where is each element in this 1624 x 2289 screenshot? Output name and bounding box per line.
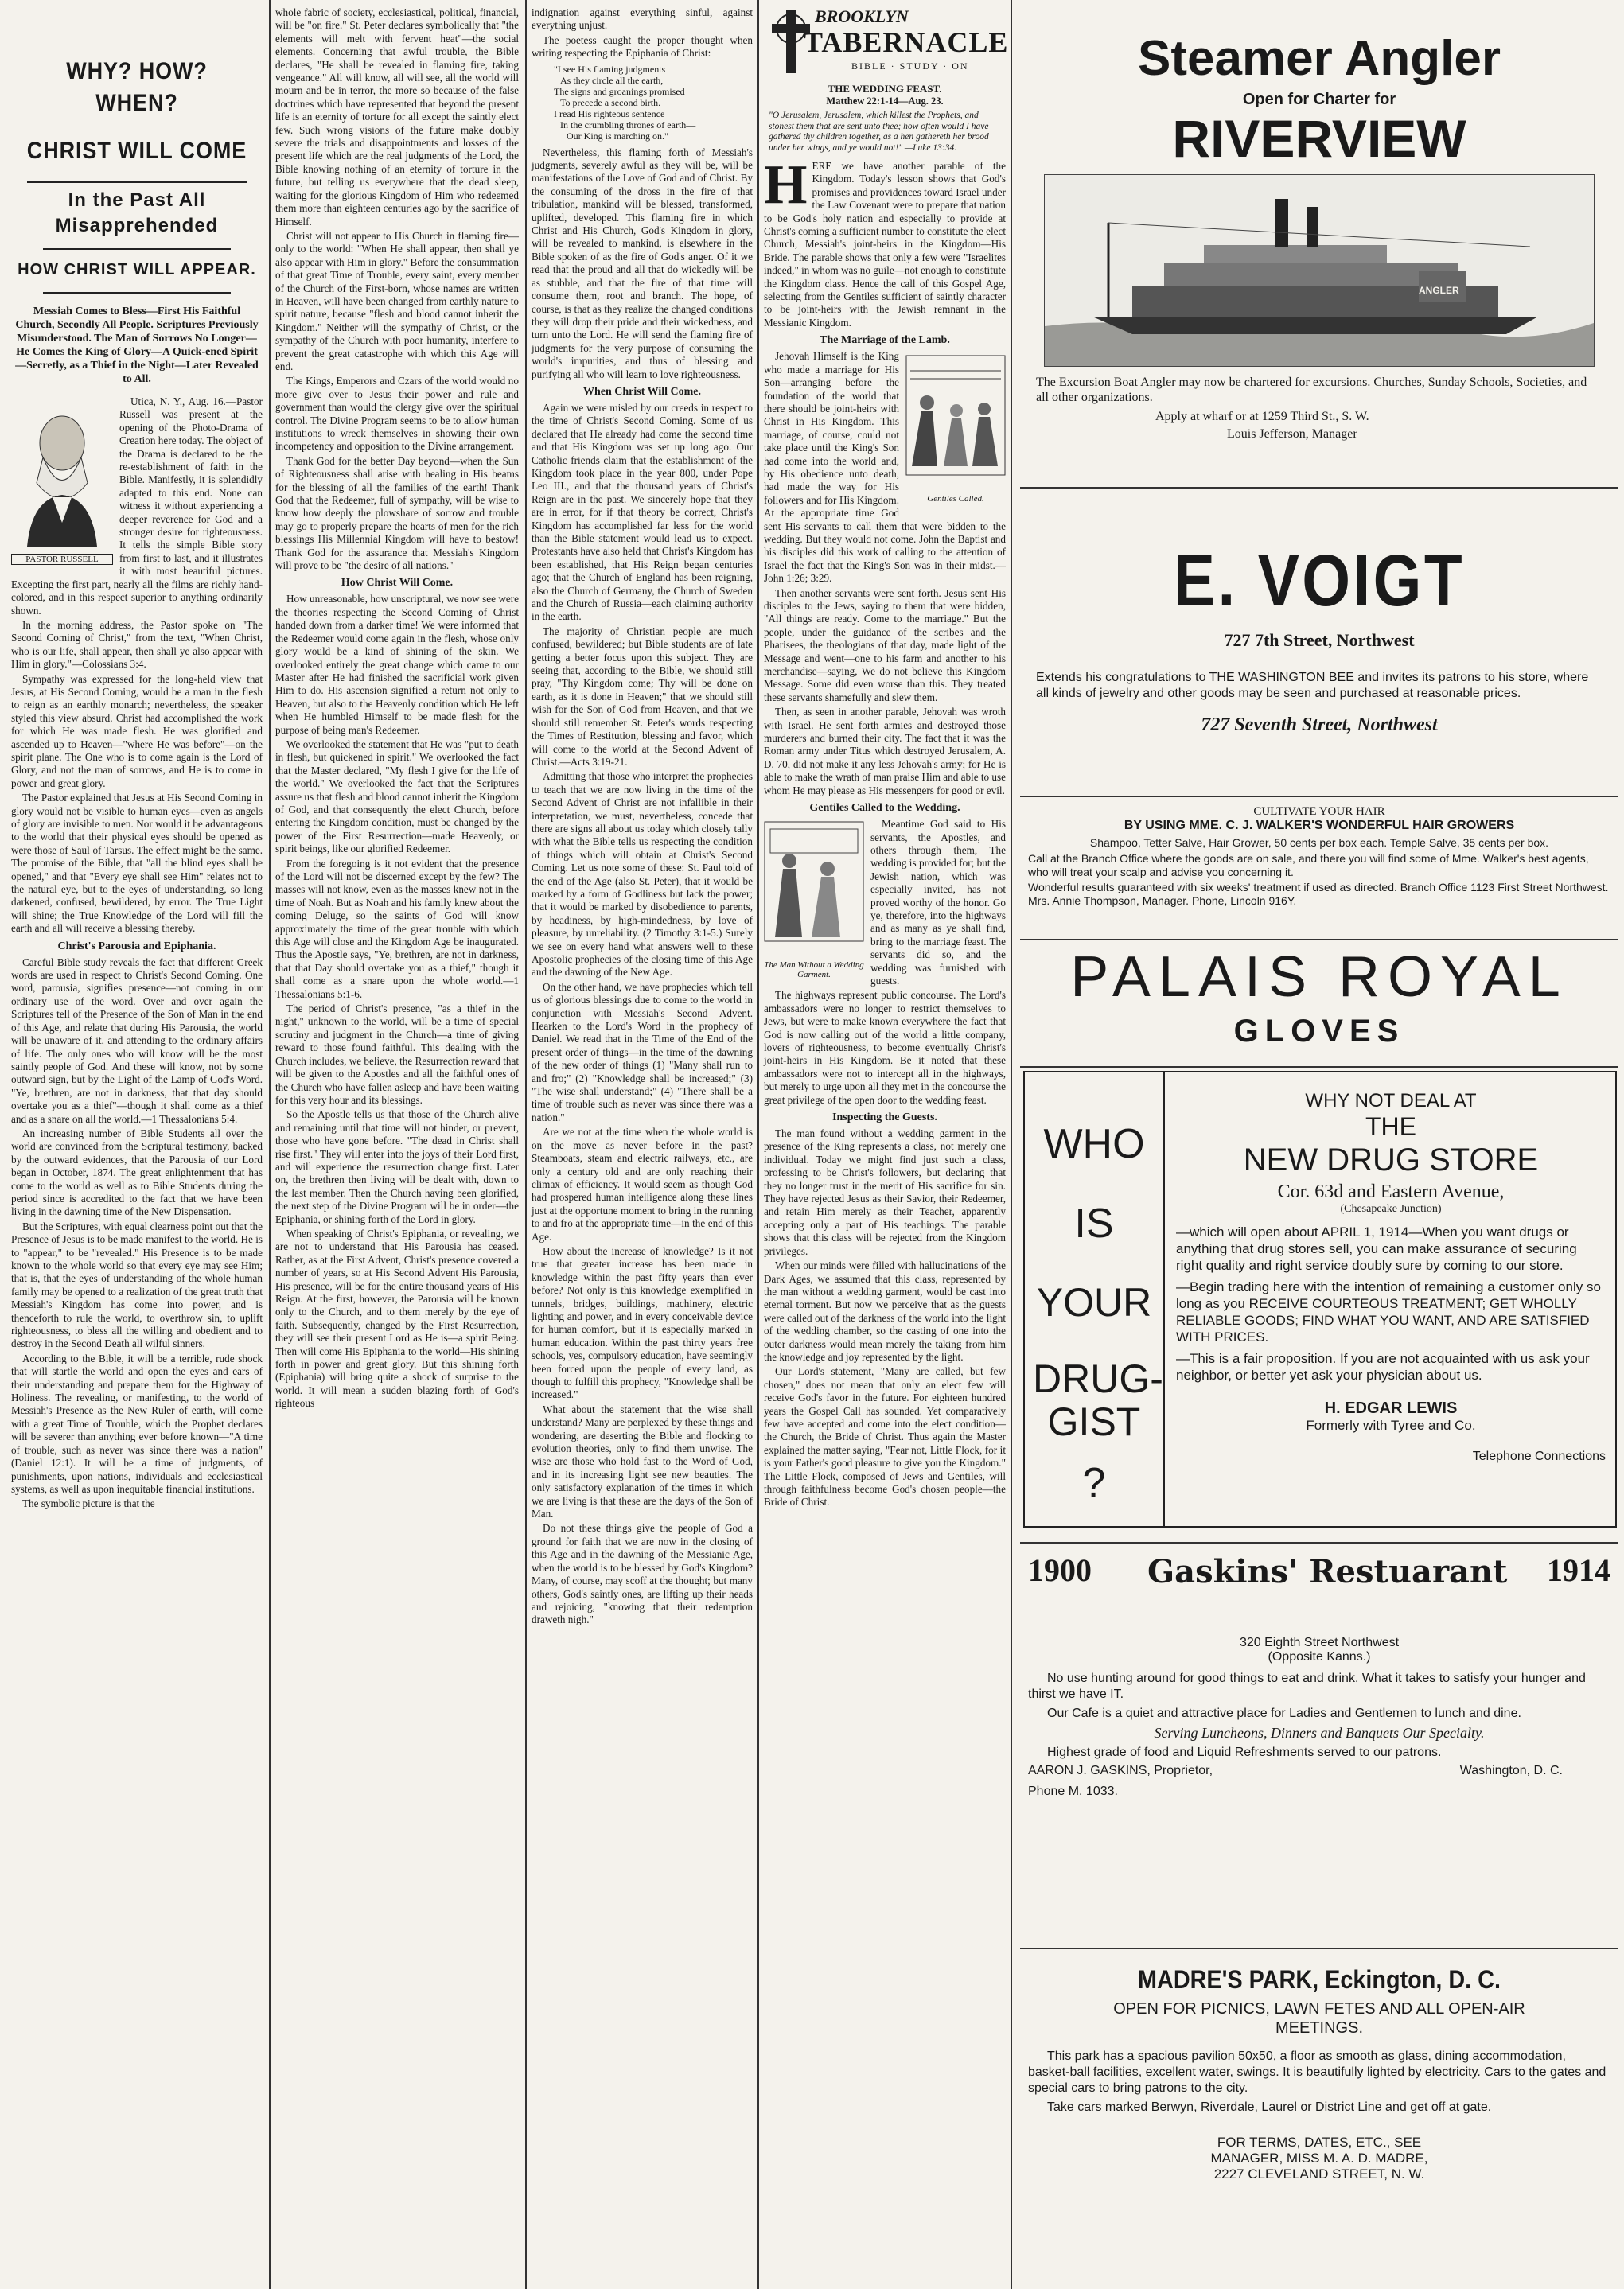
voigt-body: Extends his congratulations to THE WASHINGTON BEE and invites its patrons to his store, where all kinds of jewelry and other goods may be seen and purchased at reasonable prices. [1036,671,1589,700]
gaskins-p2: Our Cafe is a quiet and attractive place for Ladies and Gentlemen to lunch and dine. [1047,1707,1521,1720]
gaskins-city: Washington, D. C. [1459,1764,1563,1777]
ad-divider [1020,1066,1618,1068]
poem [554,64,753,142]
drug-p3: —This is a fair proposition. If you are not acquainted with us ask your neighbor, or better yet ask your physician about us. [1176,1351,1590,1383]
ad-madres-park [1020,1965,1618,2268]
paragraph: Then another servants were sent forth. Jesus sent His disciples to the Jews, saying to them that were bidden, "All things are ready. Come to the marriage." But the people, under the guidance of the scribes and the Pharisees, the theologians of that day, made light of the Message and went—one to his farm and another to his merchandise—saying, We do not believe this Kingdom Message. Some did even worse than this. They treated these servants shamefully and slew them. [764,586,1006,703]
subhead-how-come: How Christ Will Come. [341,577,454,590]
paragraph: Meantime God said to His servants, the Apostles, and others through them, The wedding is provided for; but the Jewish nation, which was especially invited, has not proved worthy of the honor. Go ye, therefore, into the highways and as many as ye shall find, bring to the marriage feast. The servants did so, and the wedding was furnished with guests. [870,818,1006,987]
poem-line: To precede a second birth. [560,96,661,108]
masthead-top: BROOKLYN [815,6,909,26]
angler-title: Steamer Angler [1138,31,1501,86]
poem-line: In the crumbling thrones of earth— [560,119,696,130]
drug-head: WHY NOT DEAL AT [1305,1090,1477,1111]
ad-divider [1020,939,1618,940]
voigt-name: E. VOIGT [1173,540,1466,621]
drug-word: DRUG-GIST [1033,1357,1163,1444]
madre-terms-3: 2227 CLEVELAND STREET, N. W. [1213,2166,1425,2182]
walker-prices: Shampoo, Tetter Salve, Hair Grower, 50 cents per box each. Temple Salve, 35 cents per box. [1089,836,1549,849]
column-rule [269,0,271,2289]
advertisements-column [1020,0,1618,2182]
illustration-wedding-garment [764,821,864,979]
poem-line: I read His righteous sentence [554,107,665,119]
paragraph: Our Lord's statement, "Many are called, but few chosen," does not mean that only an elect few will receive God's favor in the future. For eighteen hundred years the Gospel Call has sounded. Yet comparatively few have accepted and come into the elect condition—the Church, the Bride of Christ. Thus again the Master explained the matter saying, "Fear not, Little Flock, for it is your Father's good pleasure to give you the Kingdom." The Little Flock, composed of Jews and Gentiles, will through faithfulness become God's chosen people—the Bride of Christ. [764,1365,1006,1508]
paragraph: Then, as seen in another parable, Jehovah was wroth with Israel. He sent forth armies and destroyed those murderers and burned their city. The fact that it was the Roman army under Titus which destroyed Jerusalem, A. D. 70, did not make it any less Jehovah's army; for He is able to make the wrath of man praise Him and able to use whom He may please as His messengers for good or evil. [764,706,1006,796]
figure-caption: Gentiles Called. [927,494,984,504]
paragraph: An increasing number of Bible Students all over the world are convinced from the Scriptural testimony, backed by the outward evidences, that the Parousia of our Lord began in October, 1874. The great enlightenment that has come to the world as well as to Bible Students during the period since is accredited to the fact that we have been living in the dawning time of the New Dispensation. [11,1127,263,1218]
drug-formerly: Formerly with Tyree and Co. [1306,1418,1476,1433]
ad-palais-royal [1020,945,1618,1057]
drug-left-panel [1025,1072,1165,1526]
paragraph: The Pastor explained that Jesus at His Second Coming in glory would not be visible to human eyes—even as angels of glory are invisible to men. Nor would it be advantageous to the world that their physical eyes should be opened as were those of Saul of Tarsus. The effect might be the same. The promise of the Bible, that "all the blind eyes shall be opened," and that "Every eye shall see Him" relates not to the natural eye, but to the eyes of understanding, so long darkened, confused, bewildered, by error. The True Light will shine; the True Knowledge of the Lord will fill the earth and all will receive a blessing thereby. [11,792,263,935]
paragraph: ERE we have another parable of the Kingdom. Today's lesson shows that God's promises and providences toward Israel under the Law Covenant were to prepare that nation to be God's holy nation and especially to provide at Christ's coming a sufficient number to constitute the elect Church, Messiah's joint-heirs in the Kingdom—His Bride. The parable shows that only a few were "Israelites indeed," in whom was no guile—not enough to constitute the Kingdom class. Hence the call of this Gospel Age, selecting from the Gentiles sufficient of saintly character to be joint-heirs with the Jewish remnant in the Messianic Kingdom. [764,160,1006,329]
ad-divider [1020,1542,1618,1544]
drug-word: ? [1082,1460,1106,1506]
paragraph: Careful Bible study reveals the fact that different Greek words are used in respect to Christ's Second Coming. One word, parousia, signifies presence—not coming in our ordinary use of the word. Over and over again the Scriptures tell of the Presence of the Son of Man in the end of this Age, and relate that during His Parousia, the world will be unaware of it, and attending to the ordinary affairs of life. The only ones who will know will be the most saintly people of God. And these will know, not by some outward sign, but by the Light of the Lamp of God's Word. "Ye, brethren, are not in darkness, that that day should overtake you as a thief"—though it shall come as a thief and as a snare on all the world.—1 Thessalonians 5:4. [11,956,263,1125]
gaskins-opposite: (Opposite Kanns.) [1268,1650,1371,1664]
paragraph: So the Apostle tells us that those of the Church alive and remaining until that time will not hinder, or prevent, those who have gone before. "The dead in Christ shall rise first." They will enter into the joys of their Lord first, and will experience the resurrection change first. Later on, the brethren then living will be dealt with, down to the last member. Then the Church having been glorified, the next step of the Divine Program will be in order—the Epiphania, or shining forth of the Lord in glory. [275,1108,519,1225]
paragraph: The Kings, Emperors and Czars of the world would no more give over to Jesus their power and rule and government than would the clergy give over the spiritual control. The Divine Program seems to be to allow human institutions to wreck themselves in showing their own incompetency and opposition to the Divine arrangement. [275,375,519,453]
paragraph: Admitting that those who interpret the prophecies to teach that we are now living in the time of the Second Advent of Christ are not infallible in their interpretation, we must, nevertheless, concede that there are signs all about us today which closely tally with what the Bible tells us respecting the condition of things which will obtain at Christ's Second Coming. Let us note some of these: St. Paul told of the end of the Age (also St. Peter), that it would be marked by a form of Godliness but lack the power; that it would be marked by disobedience to parents, by headiness, by high-mindedness, by love of pleasure, by unreliability. (2 Timothy 3:1-5.) Surely we see on every hand what answers well to these Apostolic prophecies of the closing time of this Age and the dawning of the New Age. [532,770,753,979]
subhead-how-appear: HOW CHRIST WILL APPEAR. [18,261,256,278]
angler-manager: Louis Jefferson, Manager [1227,427,1357,441]
tabernacle-masthead [764,5,1009,78]
paragraph: Again we were misled by our creeds in respect to the time of Christ's Second Coming. Some of us declared that He already had come the second time and that His Kingdom was set up long ago. Our Catholic friends claim that the establishment of the Kingdom took place in the year 800, under Pope Leo III., and that the thousand years of Christ's Reign are in the past. We sincerely hope that they are in error, for if that theory be correct, Christ's Kingdom has accomplished far less for the world than the Bible statement would lead us to expect. Protestants have also held that Christ's Kingdom has been established, that His Reign began centuries ago; that the Church of England has been reigning, also the Church of Germany, the Church of Sweden and the Church of Russia—each claiming authority in the earth. [532,401,753,623]
drug-phone: Telephone Connections [1472,1450,1606,1463]
gaskins-signoff [1028,1764,1610,1781]
ad-steamer-angler [1020,30,1618,484]
paragraph: The symbolic picture is that the [22,1497,155,1510]
lesson-title: THE WEDDING FEAST. [828,83,942,95]
paragraph: According to the Bible, it will be a terrible, rude shock that will startle the world and open the eyes and ears of their understanding and prepare them for the Highway of Holiness. The revealing, or manifesting, to the world of Messiah's Presence as the New Ruler of earth, will come with a great Time of Trouble, which the Prophet declares will be severer than anything ever before known—"A time of trouble, such as never was since there was a nation" (Daniel 12:1). It will be a time of judgments, of punishments, upon nations, individuals and ecclesiastical systems, as well as upon inequitable financial institutions. [11,1352,263,1495]
gaskins-header [1020,1551,1618,1599]
subhead-misapprehended: In the Past All Misapprehended [55,189,219,236]
angler-line2: Open for Charter for [1242,91,1396,108]
headline-line-2: CHRIST WILL COME [26,138,247,164]
column-rule [525,0,527,2289]
drug-p2: —Begin trading here with the intention of remaining a customer only so long as you RECEIVE COURTEOUS TREATMENT; GET WHOLLY RELIABLE GOODS; FIND WHAT YOU WANT, AND ARE SATISFIED WITH PRICES. [1176,1279,1601,1345]
drug-p1: —which will open about APRIL 1, 1914—When you want drugs or anything that drug stores sell, you can make assurance of securing right quality and right service doubly sure by coming to our store. [1176,1224,1577,1273]
paragraph: The highways represent public concourse. The Lord's ambassadors were no longer to restrict themselves to Jews, but were to make known everywhere the fact that God is now calling out of the world a little company, lovers of righteousness, to become eventually Christ's joint-heirs in His Kingdom. Be it noted that these ambassadors were not to intercept all in the highways, but merely to urge upon all they met in the concourse the great privilege of the open door to the wedding feast. [764,989,1006,1106]
ad-gaskins [1020,1551,1618,1925]
paragraph: When our minds were filled with hallucinations of the Dark Ages, we assumed that this class, represented by the man without a wedding garment, would be cast into eternal torment. But now we perceive that as the guests were called out of the darkness of the world into the light of the wedding chamber, so the casting of one into the outer darkness would mean merely the taking from him the knowledge and joy represented by the light. [764,1259,1006,1363]
voigt-address: 727 7th Street, Northwest [1224,630,1415,650]
paragraph: whole fabric of society, ecclesiastical, political, financial, will be "on fire." St. Peter declares symbolically that "the elements will melt with fervent heat"—the social elements. Concerning that awful trouble, the Bible declares, "He shall be revealed in flaming fire, taking vengeance." All will know, all will see, all the world will mourn and be in terror, the more so because of the false doctrines which have represented that beyond the present life is an eternity of torture for all except the saintly elect few. Such wrong visions of the future make doubly severe the trials and disappointments and losses of the present life which are the real judgments of the Lord, the Bible knowing nothing of an eternity of torture in the future, but telling us everywhere that the dead sleep, waiting for the glorious Kingdom of Him who redeemed them more than eighteen centuries ago by the sacrifice of Himself. [275,6,519,228]
paragraph: What about the statement that the wise shall understand? Many are perplexed by these things and wondering, are deserting the Bible and flocking to evolution theories, only to find them unwise. The wise are those who hold fast to the Word of God, and in its increasing light see new beauties. The only satisfactory explanation of the times in which we are living is that these are the days of the Son of Man. [532,1403,753,1520]
column-3 [532,6,753,1629]
paragraph: From the foregoing is it not evident that the presence of the Lord will not be discerned except by the few? The masses will not know, even as the masses knew not in the time of Noah. But as Noah and his family knew about the coming Deluge, so the saints of God will know approximately the time of the great trouble with which this Age will close and the Kingdom Age be inaugurated. Thus the Apostle says, "Ye, brethren, are not in darkness, that that Day should overtake you as a thief," though it shall come as a snare upon the whole world.—1 Thessalonians 5:1-6. [275,857,519,1000]
headline [24,56,250,167]
subhead-when-come: When Christ Will Come. [582,385,702,398]
poem-line: Our King is marching on." [567,130,668,142]
subhead-parousia: Christ's Parousia and Epiphania. [57,940,216,952]
drug-store-name: NEW DRUG STORE [1243,1143,1539,1178]
paragraph: Are we not at the time when the whole world is on the move as never before in the past? Steamboats, steam and electric railways, etc., are only a century old and are only reaching their climax of efficiency. It would seem as though God had prospered human intelligence along these lines just at the opportune moment to bring in the running to and fro at the appropriate time—in the end of this Age. [532,1126,753,1243]
madre-cars: Take cars marked Berwyn, Riverdale, Laurel or District Line and get off at gate. [1047,2100,1492,2114]
gaskins-phone: Phone M. 1033. [1028,1785,1118,1798]
drug-word: YOUR [1036,1280,1152,1325]
column-4 [764,5,1009,1511]
gaskins-p4: Highest grade of food and Liquid Refreshments served to our patrons. [1047,1746,1442,1759]
drop-cap: H [764,154,808,216]
madre-terms-2: MANAGER, MISS M. A. D. MADRE, [1210,2151,1428,2166]
poem-line: "I see His flaming judgments [554,63,666,75]
drug-proprietor: H. EDGAR LEWIS [1324,1399,1458,1417]
drug-word: IS [1074,1201,1114,1247]
paragraph: Nevertheless, this flaming forth of Messiah's judgments, severely awful as they will be, will be manifestations of the Love of God and of Christ. By the consuming of the dross in the fire of that tribulation, mankind will be blessed, transformed, uplifted, developed. This flaming fire in which Christ and His Church, God's Kingdom in glory, will be revealed to mankind, is elsewhere in the Bible spoken of as the fire of God's anger. Of it we read that the proud and all that do wickedly will be as stubble, and that the fire of that time will consume them, root and branch. The hope, of course, is that as they realize the changed conditions they will drop their pride and their wickedness, and turn unto the Lord. He will send the flaming fire of judgments for the very purpose of consuming the world's impurities, and thus of blessing and purifying all who will learn to love righteousness. [532,146,753,380]
paragraph: On the other hand, we have prophecies which tell us of glorious blessings due to come to the world in conjunction with Messiah's Second Advent. Hearken to the Lord's Word in the prophecy of Daniel. We read that in the Time of the End of the present order of things—in the time of the dawning of the new order of things (1) "Many shall run to and fro;" (2) "Knowledge shall be increased;" (3) "The wise shall understand;" (4) "There shall be a time of trouble such as never was since there was a nation." [532,980,753,1123]
paragraph: Sympathy was expressed for the long-held view that Jesus, at His Second Coming, would be a man in the flesh to reign as an earthly monarch; nevertheless, the speaker styled this view absurd. Christ had accomplished the work for which He was made flesh. He was glorified and ascended up to Heaven—"where He was before"—on the spirit plane. The One who is to come again is the Lord of Glory, and not the man of sorrows, and He is to come in power and great glory. [11,672,263,789]
paragraph: We overlooked the statement that He was "put to death in flesh, but quickened in spirit." We overlooked the fact that the Master declared, "My flesh I give for the life of the world." We overlooked the fact that the Scriptures assure us that flesh and blood cannot inherit the Kingdom of God, and that consequently the elect Church, before entering the Kingdom condition, must be changed by the power of the First Resurrection—made Heavenly, or spirit beings, like our glorified Redeemer. [275,738,519,855]
palais-title: PALAIS ROYAL [1070,945,1568,1009]
angler-riverview: RIVERVIEW [1172,109,1466,168]
column-rule [757,0,759,2289]
paragraph: But the Scriptures, with equal clearness point out that the Presence of Jesus is to be made manifest to the world. He is to "appear," to be "revealed." His Presence is to be made known to the whole world so that every eye may see Him; that is, that the eyes of understanding of the whole human family may be opened to a realization of the great truth that Messiah's Kingdom has come into power, and is thenceforth to rule the world, to overthrow sin, to uplift righteousness, to bless all the willing and obedient and to destroy in the Second Death all wilful sinners. [11,1220,263,1350]
paragraph: Jehovah Himself is the King who made a marriage for His Son—arranging before the foundation of the world that there should be joint-heirs with Christ in His Kingdom. This marriage, of course, could not take place until the King's Son had come into the world and, by His obedience unto death, had made the way for His followers and for His Kingdom. At the appropriate time God sent His servants to call them that were bidden to the wedding. But they would not come. John the Baptist and his disciples did this work of calling to the attention of Israel the fact that the King's Son was in their midst.—John 1:26; 3:29. [764,350,1006,585]
walker-body: Call at the Branch Office where the goods are on sale, and there you will find some of Mme. Walker's best agents, who will treat your scalp and advise you concerning it. [1028,852,1589,878]
gentiles-called-illustration [905,355,1006,490]
drug-the: THE [1365,1112,1416,1141]
ad-drug-store [1023,1071,1617,1528]
subhead-marriage: The Marriage of the Lamb. [820,334,950,347]
gaskins-proprietor: AARON J. GASKINS, Proprietor, [1028,1764,1213,1777]
drug-right-panel [1176,1072,1606,1464]
poem-line: As they circle all the earth, [560,74,664,86]
drug-junction: (Chesapeake Junction) [1340,1203,1442,1215]
paragraph: indignation against everything sinful, against everything unjust. [532,6,753,32]
paragraph: How about the increase of knowledge? Is it not true that greater increase has been made in knowledge within the past fifty years than ever before? Not only is this knowledge exemplified in tunnels, bridges, buildings, machinery, electric lighting and power, and in every conceivable device for human comfort, but it is especially marked in human education. Within the past thirty years free schools, yes, compulsory education, have seemingly been forced upon the people of every land, as though to fulfill this prophecy, "Knowledge shall be increased." [532,1244,753,1401]
poem-line: The signs and groanings promised [554,85,685,97]
paragraph: The man found without a wedding garment in the presence of the King represents a class, not merely one individual. Today we might find just such a class, professing to be Christ's followers, but declaring that they no longer trust in the merit of His sacrifice for sin. They have rejected Jesus as their Savior, their Redeemer, and retain Him merely as their Teacher, apparently accepting only a part of His teachings. The parable shows that this class will be rejected from the Kingdom privileges. [764,1127,1006,1257]
paragraph: When speaking of Christ's Epiphania, or revealing, we are not to understand that His Parousia has ceased. Rather, as at the First Advent, Christ's presence covered a number of years, so at His Second Advent His Parousia, His presence, will be for the entire thousand years of His Reign. At the first, however, the Parousia will be known only to the Church, and to them merely by the eye of faith. Subsequently, changed by the First Resurrection, they will see their present Lord as He is—a spirit Being. Then will come His Epiphania to the world—His shining forth in power and great glory. But this shining forth (Epiphania) will bring quite a shock of surprise to the world. It will mean a sudden blazing forth of God's righteous [275,1227,519,1410]
gaskins-year1: 1900 [1028,1552,1092,1588]
wedding-garment-illustration [764,821,864,956]
portrait-caption: PASTOR RUSSELL [11,554,113,565]
gaskins-p3: Serving Luncheons, Dinners and Banquets Our Specialty. [1154,1725,1485,1741]
madre-title: MADRE'S PARK, Eckington, D. C. [1138,1965,1501,1994]
paragraph: How unreasonable, how unscriptural, we now see were the theories respecting the Second Coming of Christ handed down from a darker time! We were informed that the Redeemer would come again in the flesh, whose only glory would be a kind of shining of the skin. We overlooked entirely the great change which came to our Master after He had finished the sacrificial work given Him to do. His ascension signified a return not only to Heaven, but also to the Heavenly condition which He left when He humbled Himself to be made flesh for the purpose of being man's Redeemer. [275,593,519,736]
palais-gloves: GLOVES [1233,1014,1405,1049]
madre-body: This park has a spacious pavilion 50x50, a floor as smooth as glass, dining accommodation, basket-ball facilities, excellent water, swings. It is beautifully lighted by electricity. Cars to the gates and special cars to bring patrons to the city. [1028,2050,1606,2095]
gaskins-address: 320 Eighth Street Northwest [1239,1636,1400,1649]
ad-divider [1020,1948,1618,1949]
ad-voigt [1020,493,1618,780]
angler-apply: Apply at wharf or at 1259 Third St., S. W. [1155,410,1369,423]
madre-terms-1: FOR TERMS, DATES, ETC., SEE [1217,2135,1422,2150]
headline-line-1: WHY? HOW? WHEN? [66,58,208,116]
voigt-address-2: 727 Seventh Street, Northwest [1201,714,1438,735]
ad-divider [1020,796,1618,797]
portrait-illustration [11,395,113,547]
paragraph: The period of Christ's presence, "as a thief in the night," unknown to the world, will be a time of special scrutiny and judgment in the Church—a time of giving reward to those found faithful. This dealing with the Church includes, we believe, the Resurrection reward that will be given to the Apostles and all the faithful ones of the Church who have fallen asleep and have been waiting for this very hour and its blessings. [275,1002,519,1106]
walker-guarantee: Wonderful results guaranteed with six weeks' treatment if used as directed. Branch Office 1123 First Street Northwest. Mrs. Annie Thompson, Manager. Phone, Lincoln 916Y. [1028,881,1609,907]
portrait [11,395,113,570]
paragraph: Do not these things give the people of God a ground for faith that we are now in the closing of this Age and in the dawning of the Messianic Age, when the world is to be blessed by God's Kingdom? Many, of course, may scoff at the thought; but many others, God's saintly ones, are lifting up their heads and rejoicing, "knowing that their redemption draweth nigh." [532,1522,753,1626]
walker-line2: BY USING MME. C. J. WALKER'S WONDERFUL HAIR GROWERS [1124,819,1515,832]
gaskins-year2: 1914 [1547,1552,1610,1588]
drug-word: WHO [1043,1121,1145,1167]
drug-address: Cor. 63d and Eastern Avenue, [1277,1181,1505,1202]
gaskins-p1: No use hunting around for good things to eat and drink. What it takes to satisfy your hunger and thirst we have IT. [1028,1672,1586,1701]
boat-nameplate: ANGLER [1419,285,1459,296]
dateline-paragraph: Utica, N. Y., Aug. 16.—Pastor Russell was present at the opening of the Photo-Drama of Creation here today. The object of the Drama is declared to be the re-establishment of faith in the Bible. Manifestly, it is splendidly adapted to this end. None can witness it without experiencing a deeper reverence for God and a stronger desire for righteousness. It tells the simple Bible story from first to last, and it illustrates it with most beautiful pictures. Excepting the first part, nearly all the films are richly hand-colored, and in this respect superior to anything ordinarily shown. [11,395,263,617]
paragraph: The majority of Christian people are much confused, bewildered; but Bible students are of late getting a better focus upon this subject. They are seeing that, according to the Bible, we should still pray, "Thy Kingdom come; Thy will be done on earth, as it is done in Heaven;" that we should still wish for the Son of God from Heaven, and that we should still remember St. Peter's words respecting the Times of Restitution, blessing and favor, which will come to the world at the Second Advent of Christ.—Acts 3:19-21. [532,625,753,768]
ad-walker [1020,805,1618,925]
masthead-main: TABERNACLE [804,26,1009,58]
paragraph: In the morning address, the Pastor spoke on "The Second Coming of Christ," from the text, "When Christ, who is our life, shall appear, then shall ye also appear with Him in glory."—Colossians 3:4. [11,618,263,671]
masthead-sub: BIBLE · STUDY · ON [851,60,969,72]
madre-sub: OPEN FOR PICNICS, LAWN FETES AND ALL OPEN-AIR MEETINGS. [1113,2000,1525,2037]
paragraph: Christ will not appear to His Church in flaming fire—only to the world: "When He shall appear, then shall ye also appear with Him in glory." Before the consummation of that great Time of Trouble, every saint, every member of the Church of the First-born, whose names are written in Heaven, will have been changed from earthly nature to spirit nature, because "flesh and blood cannot inherit the Kingdom." Neither will the sympathy of Christ, or the sympathy of the Church with poor humanity, interfere to prevent the great catastrophe with which this Age will end. [275,229,519,372]
walker-line1: CULTIVATE YOUR HAIR [1253,805,1385,818]
illustration-gentiles-called [905,355,1006,504]
gaskins-title: Gaskins' Restuarant [1147,1553,1508,1590]
paragraph: The poetess caught the proper thought when writing respecting the Epiphania of Christ: [532,33,753,60]
column-rule [1011,0,1012,2289]
angler-body: The Excursion Boat Angler may now be chartered for excursions. Churches, Sunday Schools, Societies, and all other organizations. [1036,376,1587,404]
steamboat-icon [1045,175,1594,366]
column-1 [11,0,263,1512]
lesson-reference: Matthew 22:1-14—Aug. 23. [826,95,944,107]
subhead-gentiles: Gentiles Called to the Wedding. [809,802,960,815]
ad-divider [1020,487,1618,489]
figure-caption: The Man Without a Wedding Garment. [764,960,864,980]
column-2 [275,6,519,1412]
steamer-illustration [1044,174,1595,367]
golden-text: "O Jerusalem, Jerusalem, which killest the Prophets, and stonest them that are sent unto thee; how often would I have gathered thy children together, as a hen gathereth her brood under her wings, and ye would not!" —Luke 13:34. [769,111,989,153]
subhead-inspecting: Inspecting the Guests. [832,1111,937,1124]
deck: Messiah Comes to Bless—First His Faithful Church, Secondly All People. Scriptures Previously Misunderstood. The Man of Sorrows No Longer—He Comes the King of Glory—A Quick-ened Spirit—Secretly, as a Thief in the Night—Later Revealed to All. [15,306,259,385]
paragraph: Thank God for the better Day beyond—when the Sun of Righteousness shall arise with healing in His beams for the blessing of all the families of the earth! Thank God that the Redeemer, full of sympathy, will be wise to know how deeply the plowshare of sorrow and trouble may go to properly prepare the hearts of men for the rich blessings His Millennial Kingdom will have to bestow! Thank God for the assurance that Messiah's Kingdom will prove to be "the desire of all nations." [275,454,519,572]
